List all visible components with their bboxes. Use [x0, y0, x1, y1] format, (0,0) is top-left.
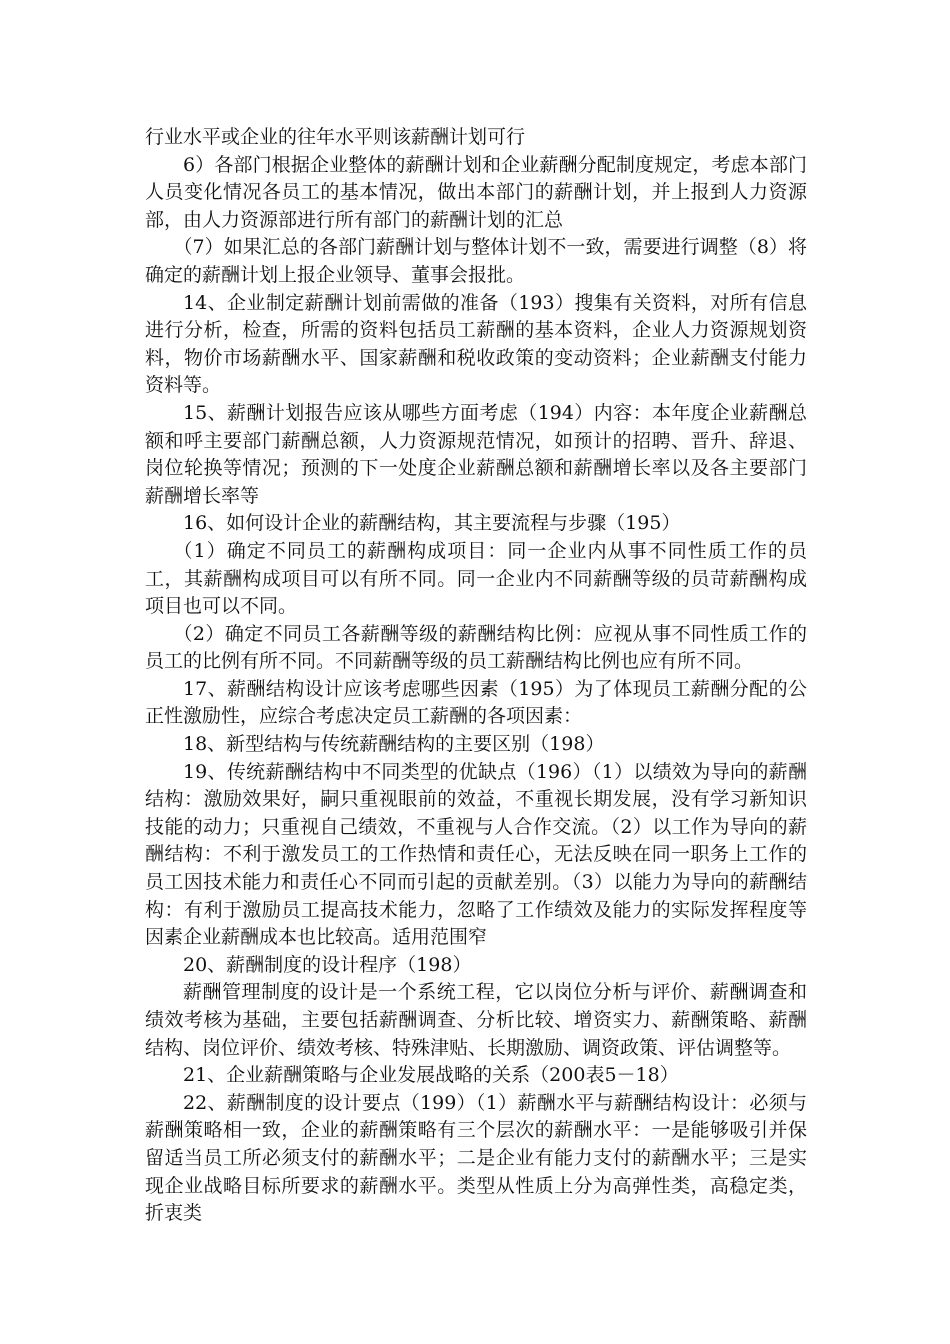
paragraph-14: 21、企业薪酬策略与企业发展战略的关系（200表5－18）: [183, 1064, 679, 1087]
paragraph-9: 17、薪酬结构设计应该考虑哪些因素（195）为了体现员工薪酬分配的公正性激励性，应综合考虑决定员工薪酬的各项因素：: [145, 677, 807, 728]
paragraph-13: 薪酬管理制度的设计是一个系统工程，它以岗位分析与评价、薪酬调查和绩效考核为基础，主要包括薪酬调查、分析比较、增资实力、薪酬策略、薪酬结构、岗位评价、绩效考核、特殊津贴、长期激励、调资政策、评估调整等。: [145, 981, 807, 1059]
paragraph-2: 6）各部门根据企业整体的薪酬计划和企业薪酬分配制度规定，考虑本部门人员变化情况各员工的基本情况，做出本部门的薪酬计划，并上报到人力资源部，由人力资源部进行所有部门的薪酬计划的汇总: [145, 153, 807, 231]
paragraph-5: 15、薪酬计划报告应该从哪些方面考虑（194）内容：本年度企业薪酬总额和呼主要部门薪酬总额，人力资源规范情况，如预计的招聘、晋升、辞退、岗位轮换等情况；预测的下一处度企业薪酬总额和薪酬增长率以及各主要部门薪酬增长率等: [145, 401, 807, 507]
paragraph-10: 18、新型结构与传统薪酬结构的主要区别（198）: [183, 733, 605, 756]
paragraph-11: 19、传统薪酬结构中不同类型的优缺点（196）（1）以绩效为导向的薪酬结构：激励效果好，嗣只重视眼前的效益，不重视长期发展，没有学习新知识技能的动力；只重视自己绩效，不重视与人合作交流。（2）以工作为导向的薪酬结构：不利于激发员工的工作热情和责任心，无法反映在同一职务上工作的员工因技术能力和责任心不同而引起的贡献差别。（3）以能力为导向的薪酬结构：有利于激励员工提高技术能力，忽略了工作绩效及能力的实际发挥程度等因素企业薪酬成本也比较高。适用范围窄: [145, 760, 807, 949]
paragraph-12: 20、薪酬制度的设计程序（198）: [183, 953, 472, 976]
paragraph-15: 22、薪酬制度的设计要点（199）（1）薪酬水平与薪酬结构设计：必须与薪酬策略相一致，企业的薪酬策略有三个层次的薪酬水平：一是能够吸引并保留适当员工所必须支付的薪酬水平；二是企业有能力支付的薪酬水平；三是实现企业战略目标所要求的薪酬水平。类型从性质上分为高弹性类，高稳定类，折衷类: [145, 1091, 807, 1225]
paragraph-8: （2）确定不同员工各薪酬等级的薪酬结构比例：应视从事不同性质工作的员工的比例有所不同。不同薪酬等级的员工薪酬结构比例也应有所不同。: [145, 622, 807, 673]
paragraph-1: 行业水平或企业的往年水平则该薪酬计划可行: [145, 126, 526, 148]
paragraph-4: 14、企业制定薪酬计划前需做的准备（193）搜集有关资料，对所有信息进行分析，检查，所需的资料包括员工薪酬的基本资料，企业人力资源规划资料，物价市场薪酬水平、国家薪酬和税收政策的变动资料；企业薪酬支付能力资料等。: [145, 291, 807, 397]
paragraph-6: 16、如何设计企业的薪酬结构，其主要流程与步骤（195）: [183, 512, 681, 535]
paragraph-3: （7）如果汇总的各部门薪酬计划与整体计划不一致，需要进行调整（8）将确定的薪酬计划上报企业领导、董事会报批。: [145, 236, 807, 286]
document-body: [145, 124, 807, 1228]
paragraph-7: （1）确定不同员工的薪酬构成项目：同一企业内从事不同性质工作的员工，其薪酬构成项目可以有所不同。同一企业内不同薪酬等级的员苛薪酬构成项目也可以不同。: [145, 539, 807, 618]
